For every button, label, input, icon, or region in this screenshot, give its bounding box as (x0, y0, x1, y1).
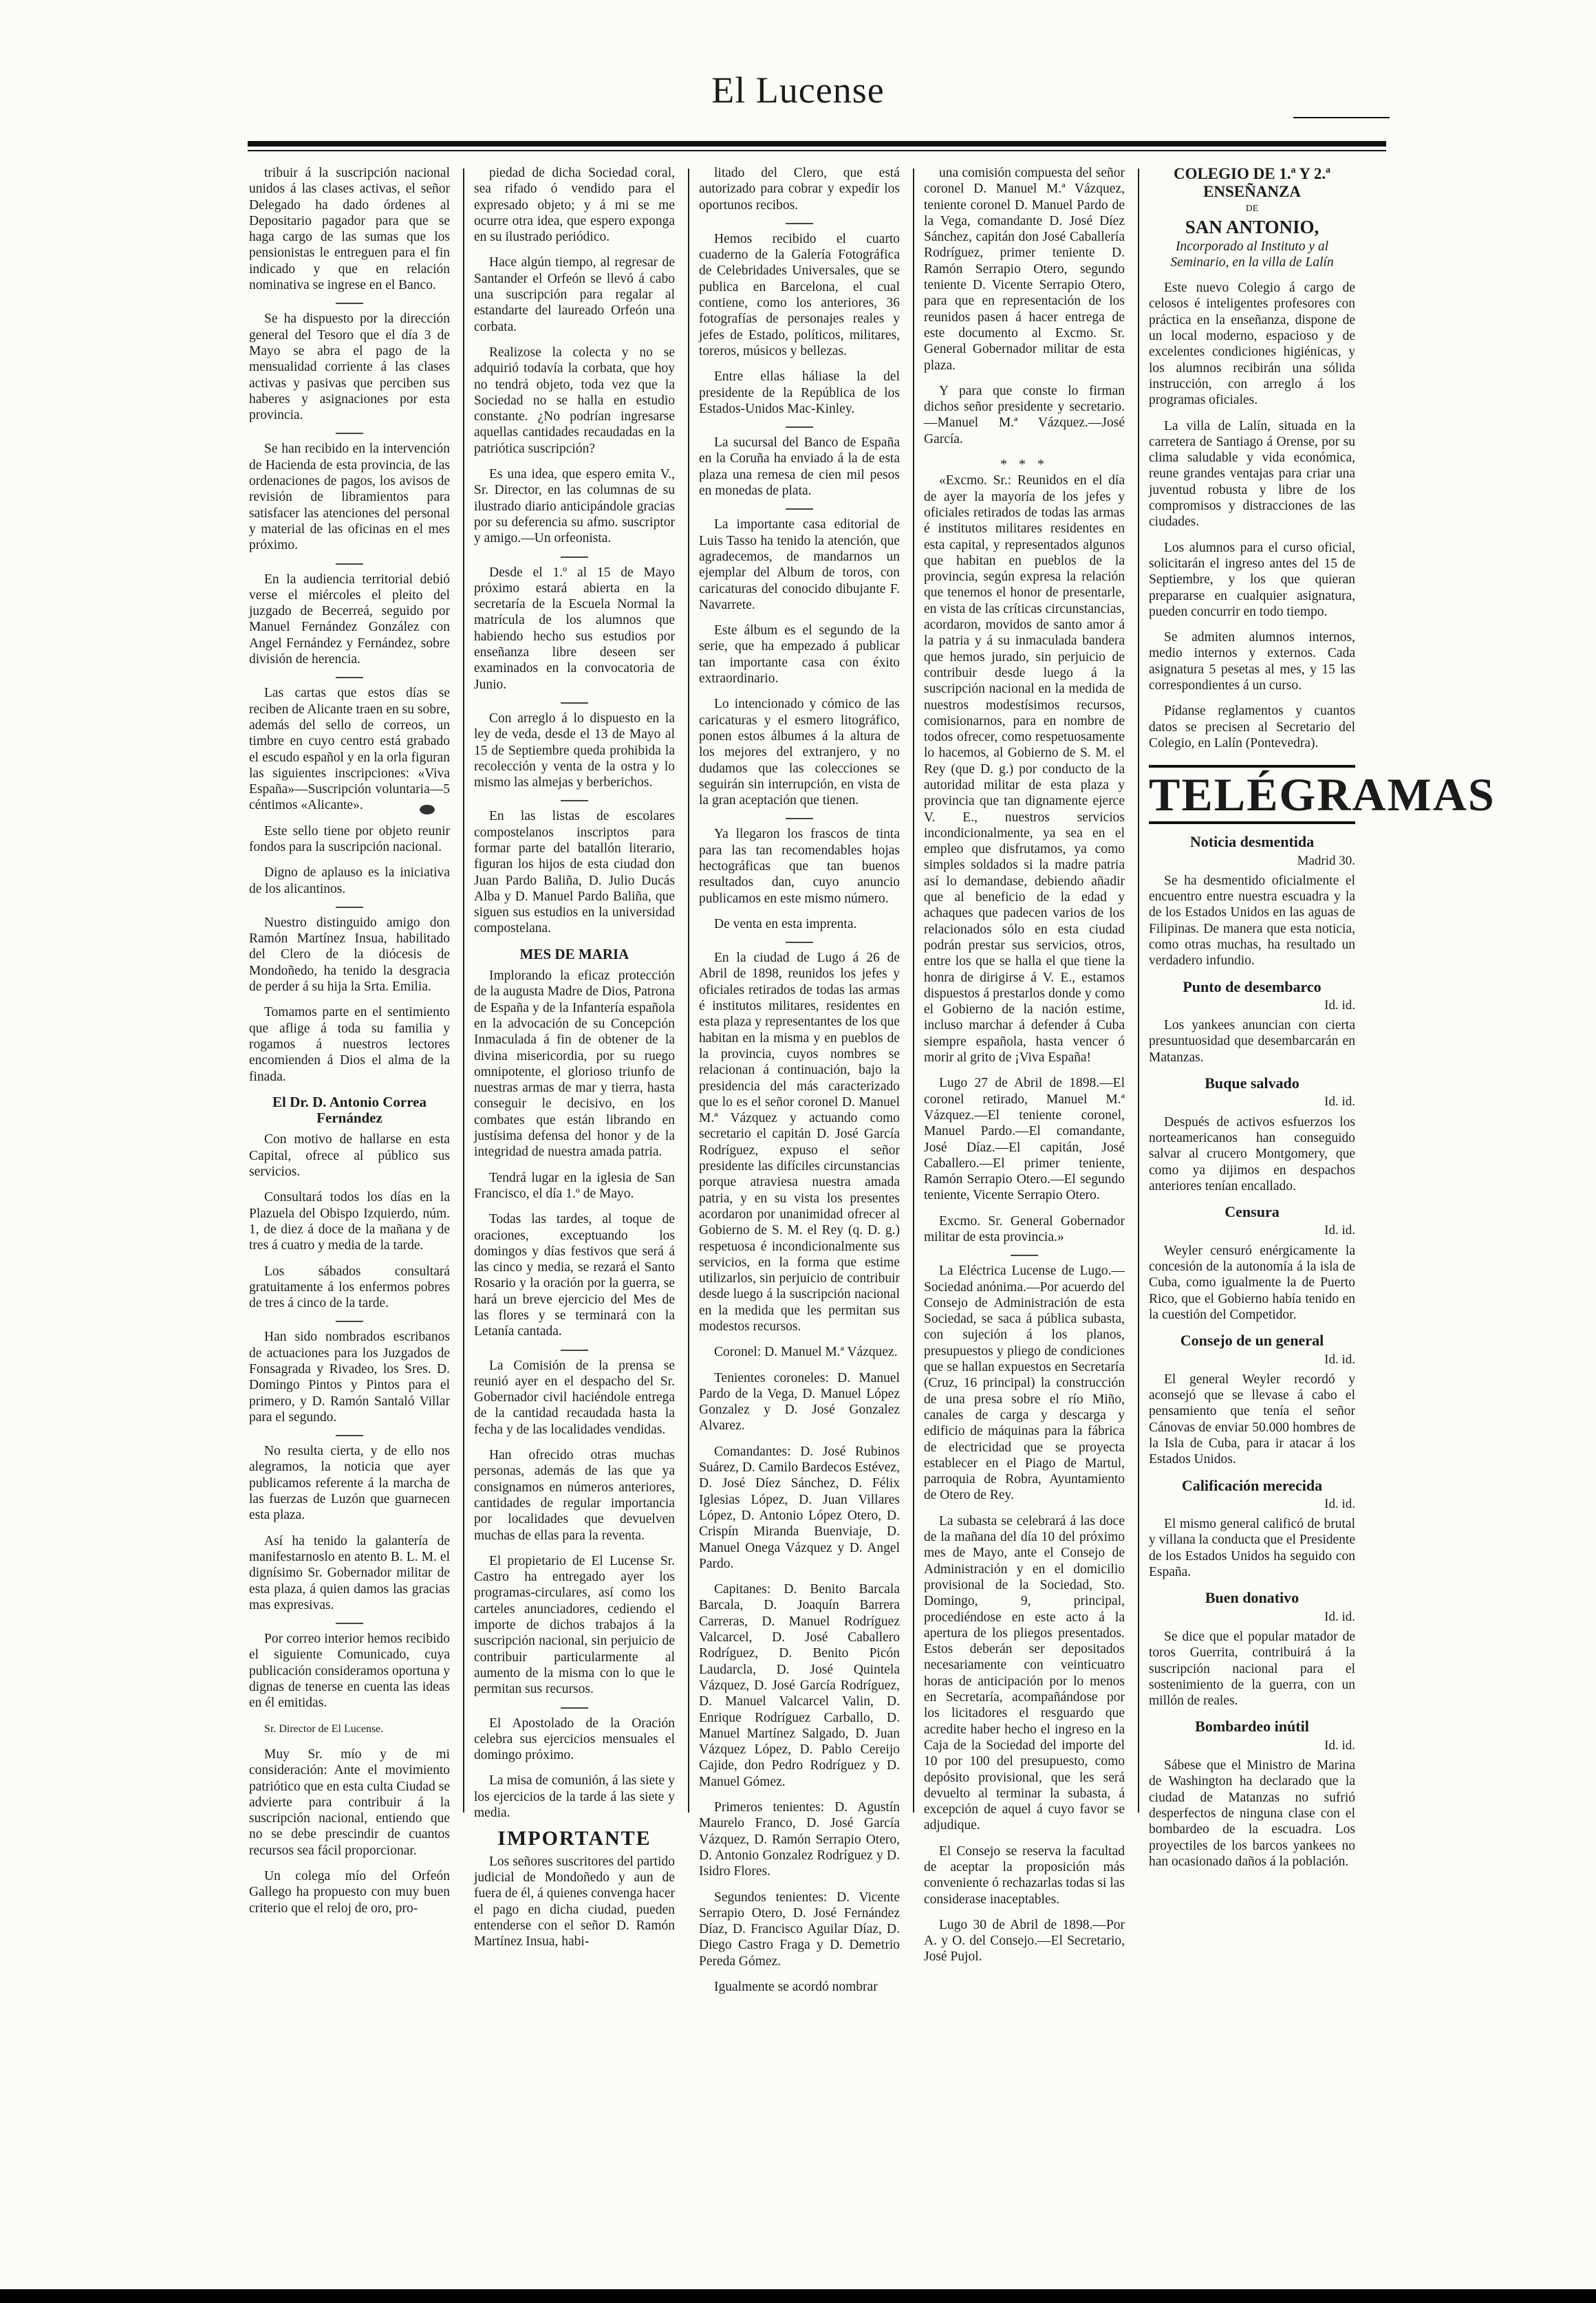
telegram-dateline: Id. id. (1324, 1352, 1355, 1367)
article-paragraph: Han ofrecido otras muchas personas, además de las que ya consignamos en números anteriores, cantidades de regular importancia por localidades que devuelven muchas de ellas para la reventa. (474, 1448, 675, 1543)
telegram-text: Los yankees anuncian con cierta presuntuosidad que desembarcarán en Matanzas. (1149, 1018, 1355, 1065)
separator (786, 942, 813, 943)
separator (786, 508, 813, 510)
telegram-title: Noticia desmentida (1189, 833, 1315, 851)
article-paragraph: Entre ellas háliase la del presidente de la República de los Estados-Unidos Mac-Kinley. (699, 369, 900, 416)
article-paragraph: Los sábados consultará gratuitamente á los enfermos pobres de tres á cinco de la tarde. (249, 1264, 450, 1311)
school-name: SAN ANTONIO, (1185, 217, 1319, 238)
separator (786, 818, 813, 819)
article-paragraph: No resulta cierta, y de ello nos alegramos, la noticia que ayer publicamos referente á la marcha de las fuerzas de Luzón que guarnecen esta plaza. (249, 1444, 450, 1523)
telegram-text: El general Weyler recordó y aconsejó que se llevase á cabo el pensamiento que tenía el señor Cánovas de enviar 50.000 hombres de la Isla de Cuba, para ir atacar á los Estados Unidos. (1149, 1372, 1355, 1467)
article-paragraph: La importante casa editorial de Luis Tasso ha tenido la atención, que agradecemos, de mandarnos un ejemplar del Album de toros, con caricaturas del conocido dibujante F. Navarrete. (699, 517, 900, 612)
masthead: El Lucense (711, 69, 885, 111)
separator (336, 1321, 363, 1322)
school-paragraph: Pídanse reglamentos y cuantos datos se precisen al Secretario del Colegio, en Lalín (Pontevedra). (1149, 704, 1355, 750)
article-paragraph: Capitanes: D. Benito Barcala Barcala, D. Joaquín Barrera Carreras, D. Manuel Rodríguez Valcarcel, D. José Caballero Rodríguez, D. Benito Picón Laudarcla, D. José Quintela Vázquez, D. José García Rodríguez, D. Manuel Valcarcel Valin, D. Enrique Rodríguez Carballo, D. Manuel Martínez Salgado, D. Juan Vázquez López, D. Pablo Cereijo Cajide, don Pedro Rodríguez y D. Manuel Gómez. (699, 1582, 900, 1789)
article-paragraph: La subasta se celebrará á las doce de la mañana del día 10 del próximo mes de Mayo, ante el Consejo de Administración y en el domicilio provisional de la Sociedad, Sto. Domingo, 9, principal, procediéndose en este acto á la apertura de los pliegos presentados. Estos deberán ser depositados necesariamente con veinticuatro horas de anticipación por lo menos en Secretaría, acompañándose por los licitadores el resguardo que acredite haber hecho el ingreso en la Caja de la Sociedad del importe del 10 por 100 del presupuesto, como depósito provisional, que les será devuelto al terminar la subasta, á excepción de aquel á cuyo favor se adjudique. (924, 1513, 1125, 1833)
telegram-dateline: Id. id. (1324, 1496, 1355, 1511)
telegram-title: Censura (1225, 1203, 1280, 1221)
column-3 (699, 165, 900, 1994)
column-divider (463, 169, 464, 1813)
telegram-dateline: Id. id. (1324, 1223, 1355, 1238)
telegram-text: Weyler censuró enérgicamente la concesión de la autonomía á la isla de Cuba, como igualmente la de Puerto Rico, que el Gobierno había tenido en la cuestión del Competidor. (1149, 1243, 1355, 1322)
article-paragraph: En la ciudad de Lugo á 26 de Abril de 1898, reunidos los jefes y oficiales retirados de todas las armas é institutos militares, residentes en esta plaza y representantes de los que habitan en la misma y en pueblos de la provincia, cuyos nombres se relacionan á continuación, bajo la presidencia del más caracterizado que lo es el señor coronel D. Manuel M.ª Vázquez y actuando como secretario el capitán D. José García Rodríguez, expuso el señor presidente las difíciles circunstancias porque atraviesa nuestra amada patria, y en su vista los presentes acordaron por unanimidad ofrecer al Gobierno de S. M. el Rey (q. D. g.) respetuosa é incondicionalmente sus servicios, en la forma que estime utilizarlos, sin perjuicio de contribuir desde luego á la suscripción nacional en la medida que les permitan sus modestos recursos. (699, 951, 900, 1334)
separator (561, 1707, 588, 1709)
article-paragraph: Con arreglo á lo dispuesto en la ley de veda, desde el 13 de Mayo al 15 de Septiembre queda prohibida la recolección y venta de la ostra y lo mismo las almejas y berberichos. (474, 711, 675, 790)
separator (561, 1350, 588, 1351)
telegram-text: Después de activos esfuerzos los norteamericanos han conseguido salvar al crucero Montgomery, que como ya dijimos en despachos anteriores tenían encallado. (1149, 1114, 1355, 1193)
article-paragraph: Tomamos parte en el sentimiento que aflige á toda su familia y rogamos á nuestros lectores encomienden á Dios el alma de la finada. (249, 1005, 450, 1084)
telegram-dateline: Id. id. (1324, 1094, 1355, 1110)
article-paragraph: Todas las tardes, al toque de oraciones, exceptuando los domingos y días festivos que será á las cinco y media, se rezará el Santo Rosario y la oración por la guerra, se hará un breve ejercicio del Mes de las flores y se terminará con la Letanía cantada. (474, 1212, 675, 1339)
article-paragraph: Con motivo de hallarse en esta Capital, ofrece al público sus servicios. (249, 1132, 450, 1180)
telegram-list (1149, 834, 1355, 1870)
telegram-dateline: Id. id. (1324, 1609, 1355, 1624)
ink-spot (420, 805, 435, 814)
article-paragraph: Comandantes: D. José Rubinos Suárez, D. Camilo Bardecos Estévez, D. José Díez Sánchez, D. Félix Iglesias López, D. Juan Villares López, D. Antonio López Otero, D. Crispín Miranda Buenviaje, D. Manuel Onega Vázquez y D. Angel Pardo. (699, 1444, 900, 1571)
telegram-text: Sábese que el Ministro de Marina de Washington ha declarado que la ciudad de Matanzas no sufrió desperfectos de ninguna clase con el bombardeo de la escuadra. Los proyectiles de los barcos yankees no han ocasionado daños á la población. (1149, 1758, 1355, 1869)
article-paragraph: Y para que conste lo firman dichos señor presidente y secretario.—Manuel M.ª Vázquez.—José García. (924, 383, 1125, 446)
article-paragraph: Implorando la eficaz protección de la augusta Madre de Dios, Patrona de España y de la Infantería española en la advocación de su Concepción Inmaculada á fin de obtener de la divina misericordia, por su ruego omnipotente, el glorioso triunfo de nuestras armas de mar y tierra, hasta conseguir le decisivo, en los combates que están librando en justísima defensa del honor y de la integridad de nuestra amada patria. (474, 969, 675, 1160)
column-divider (1138, 169, 1139, 1813)
telegram-title: Calificación merecida (1181, 1476, 1323, 1494)
column-divider (688, 169, 689, 1813)
article-paragraph: El propietario de El Lucense Sr. Castro ha entregado ayer los programas-circulares, así como los carteles anunciadores, cediendo el importe de dichos trabajos á la suscripción nacional, sin perjuicio de contribuir particularmente al aumento de la misma con lo que le permitan sus recursos. (474, 1553, 675, 1697)
article-paragraph: Segundos tenientes: D. Vicente Serrapio Otero, D. José Fernández Díaz, D. Francisco Aguilar Díaz, D. Diego Castro Fraga y D. Demetrio Pereda Gómez. (699, 1890, 900, 1969)
telegram-dateline: Id. id. (1324, 997, 1355, 1013)
article-paragraph: Un colega mío del Orfeón Gallego ha propuesto con muy buen criterio que el reloj de oro, pro- (249, 1869, 450, 1916)
section-heading: El Dr. D. Antonio Correa Fernández (272, 1093, 427, 1127)
section-heading: IMPORTANTE (497, 1827, 651, 1850)
article-paragraph: Lugo 27 de Abril de 1898.—El coronel retirado, Manuel M.ª Vázquez.—El teniente coronel, Manuel Pardo.—El comandante, José Díaz.—El capitán, José Caballero.—El primer teniente, Ramón Serrapio Otero.—El segundo teniente, Vicente Serrapio Otero. (924, 1076, 1125, 1203)
article-paragraph: Nuestro distinguido amigo don Ramón Martínez Insua, habilitado del Clero de la diócesis de Mondoñedo, ha tenido la desgracia de perder á su hija la Srta. Emilia. (249, 915, 450, 995)
telegram-text: Se ha desmentido oficialmente el encuentro entre nuestra escuadra y la de los Estados Unidos en las aguas de Filipinas. De manera que esta noticia, como otras muchas, ha resultado un verdadero infundio. (1149, 873, 1355, 969)
school-incorporated: Incorporado al Instituto y al Seminario, en la villa de Lalín (1170, 239, 1334, 270)
separator (561, 702, 588, 704)
column-4 (924, 165, 1125, 1965)
separator (336, 1435, 363, 1436)
separator (786, 426, 813, 428)
article-paragraph: En la audiencia territorial debió verse el miércoles el pleito del juzgado de Becerreá, seguido por Manuel Fernández González con Angel Fernández y Fernández, sobre división de herencia. (249, 572, 450, 667)
stars-separator: * * * (1000, 457, 1048, 473)
article-paragraph: Tenientes coroneles: D. Manuel Pardo de la Vega, D. Manuel López Gonzalez y D. José Gonzalez Alvarez. (699, 1370, 900, 1434)
school-paragraph: La villa de Lalín, situada en la carretera de Santiago á Orense, por su clima saludable y vida económica, reune grandes ventajas para criar una juventud robusta y libre de los compromisos y distracciones de las ciudades. (1149, 418, 1355, 530)
column-1 (249, 165, 450, 1916)
article-paragraph: Lo intencionado y cómico de las caricaturas y el esmero litográfico, ponen estos álbumes á la altura de los mejores del extranjero, y no dudamos que las colecciones se seguirán sin interrupción, en vista de la gran aceptación que tienen. (699, 697, 900, 808)
article-paragraph: La sucursal del Banco de España en la Coruña ha enviado á la de esta plaza una remesa de cien mil pesos en monedas de plata. (699, 435, 900, 499)
article-paragraph: Es una idea, que espero emita V., Sr. Director, en las columnas de su ilustrado diario anticipándole gracias por su deferencia su afmo. suscriptor y amigo.—Un orfeonista. (474, 467, 675, 546)
separator (336, 563, 363, 565)
separator (336, 303, 363, 304)
telegramas-heading: TELÉGRAMAS (1149, 765, 1355, 824)
article-paragraph: Se han recibido en la intervención de Hacienda de esta provincia, de las ordenaciones de pagos, los avisos de revisión de libramientos para satisfacer las atenciones del personal y material de las oficinas en el mes próximo. (249, 442, 450, 553)
article-paragraph: El Consejo se reserva la facultad de aceptar la proposición más conveniente ó rechazarlas todas si las considerase inaceptables. (924, 1844, 1125, 1907)
article-paragraph: Desde el 1.º al 15 de Mayo próximo estará abierta en la secretaría de la Escuela Normal la matrícula de los alumnos que habiendo hecho sus estudios por enseñanza libre deseen ser examinados en la convocatoria de Junio. (474, 565, 675, 692)
article-paragraph: Este álbum es el segundo de la serie, que ha empezado á publicar tan importante casa con éxito extraordinario. (699, 623, 900, 686)
article-paragraph: Primeros tenientes: D. Agustín Maurelo Franco, D. José García Vázquez, D. Ramón Serrapio Otero, D. Antonio Gonzalez Rodríguez y D. Isidro Flores. (699, 1800, 900, 1879)
telegram-text: Se dice que el popular matador de toros Guerrita, contribuirá á la suscripción nacional para el sostenimiento de la guerra, con un millón de reales. (1149, 1629, 1355, 1709)
telegram-title: Bombardeo inútil (1195, 1718, 1309, 1736)
separator (336, 677, 363, 678)
section-heading: MES DE MARIA (519, 945, 629, 962)
article-paragraph: Digno de aplauso es la iniciativa de los alicantinos. (249, 865, 450, 896)
column-divider (913, 169, 914, 1813)
article-paragraph: Realizose la colecta y no se adquirió todavía la corbata, que hoy no tendrá objeto, toda vez que la Sociedad no se halla en estudio constante. ¿No podrían ingresarse aquellas cantidades recaudadas en la patriótica suscripción? (474, 345, 675, 456)
article-paragraph: litado del Clero, que está autorizado para cobrar y expedir los oportunos recibos. (699, 166, 900, 213)
article-paragraph: «Excmo. Sr.: Reunidos en el día de ayer la mayoría de los jefes y oficiales retirados de todas las armas é institutos militares residentes en esta capital, y representados algunos que habitan en pueblos de la provincia, según expresa la relación que tenemos el honor de presentarle, en vista de las críticas circunstancias, acordaron, movidos de santo amor á la patria y á su inmaculada bandera que hemos jurado, sin perjuicio de contribuir desde luego á la suscripción nacional en la medida de nuestros modestísimos recursos, comisionarnos, para en nombre de todos ofrecer, como respetuosamente lo hacemos, al Gobierno de S. M. el Rey (que D. g.) por conducto de la autoridad militar de esta plaza y provincia que tan dignamente ejerce V. E., nuestros servicios incondicionalmente, ya sea en el empleo que disfrutamos, ya como simples soldados si la madre patria así lo demandase, debiendo añadir que al beneficio de la edad y achaques que padecen varios de los relacionados sólo en esta ciudad podrán prestar sus servicios, otros, entre los que se halla el que tiene la honra de dirigirse á V. E., estamos dispuestos á prestarlos donde y como el Gobierno de la nación estime, incluso marchar á defender á Cuba siempre española, hasta vencer ó morir al grito de ¡Viva España! (924, 473, 1125, 1066)
article-paragraph: Igualmente se acordó nombrar (714, 1979, 878, 1994)
article-paragraph: una comisión compuesta del señor coronel D. Manuel M.ª Vázquez, teniente coronel D. Manuel Pardo de la Vega, comandante D. José Díez Sánchez, capitán don José Caballería Rodríguez, primer teniente D. Ramón Serrapio Otero, segundo teniente D. Vicente Serrapio Otero, para que en representación de los reunidos pasen á hacer entrega de este documento al Excmo. Sr. General Gobernador militar de esta plaza. (924, 166, 1125, 373)
school-paragraph: Se admiten alumnos internos, medio internos y externos. Cada asignatura 5 pesetas al mes, y 15 las correspondientes á un curso. (1149, 630, 1355, 693)
article-paragraph: Los señores suscritores del partido judicial de Mondoñedo y aun de fuera de él, á quienes convenga hacer el pago en dicha ciudad, pueden entenderse con el señor D. Ramón Martínez Insua, habi- (474, 1854, 675, 1949)
telegram-title: Consejo de un general (1180, 1332, 1324, 1350)
header-rule-thick (248, 141, 1386, 147)
article-paragraph: Hace algún tiempo, al regresar de Santander el Orfeón se llevó á cabo una suscripción para regalar al estandarte del laureado Orfeón una corbata. (474, 255, 675, 334)
column-5 (1149, 165, 1496, 1869)
separator (561, 800, 588, 801)
header-rule-thin (248, 150, 1386, 151)
school-paragraph: Los alumnos para el curso oficial, solicitarán el ingreso antes del 15 de Septiembre, y los que quieran prepararse en cualquier asignatura, pueden concurrir en todo tiempo. (1149, 540, 1355, 619)
article-paragraph: La Eléctrica Lucense de Lugo.—Sociedad anónima.—Por acuerdo del Consejo de Administración de esta Sociedad, se saca á pública subasta, con sujeción á los planos, presupuestos y pliego de condiciones que se hallan expuestos en Secretaría (Cruz, 16 principal) la construcción de una presa sobre el río Miño, canales de carga y descarga y edificio de máquinas para la fábrica de electricidad que se proyecta establecer en el Piago de Martul, parroquia de Robra, Ayuntamiento de Otero de Rey. (924, 1264, 1125, 1503)
article-paragraph: tribuir á la suscripción nacional unidos á las clases activas, el señor Delegado ha dado órdenes al Depositario pagador para que se haga cargo de las sumas que los pensionistas le entreguen para el fin indicado y que en relación nominativa se ingrese en el Banco. (249, 166, 450, 293)
school-paragraph: Este nuevo Colegio á cargo de celosos é inteligentes profesores con práctica en la enseñanza, dispone de un local moderno, espacioso y de excelentes condiciones higiénicas, y los alumnos recibirán una sólida instrucción, con arreglo á los programas oficiales. (1149, 281, 1355, 408)
article-paragraph: Excmo. Sr. General Gobernador militar de esta provincia.» (924, 1213, 1125, 1244)
article-paragraph: Hemos recibido el cuarto cuaderno de la Galería Fotográfica de Celebridades Universales, que se publica en Barcelona, el cual contiene, como los anteriores, 36 fotografías de personajes reales y jefes de Estado, políticos, militares, toreros, músicos y bellezas. (699, 231, 900, 358)
telegram-text: El mismo general calificó de brutal y villana la conducta que el Presidente de los Estados Unidos ha seguido con España. (1149, 1517, 1355, 1580)
article-paragraph: De venta en esta imprenta. (714, 916, 857, 931)
school-title: COLEGIO DE 1.ª Y 2.ª ENSEÑANZA (1173, 165, 1331, 200)
top-rule-right (1293, 117, 1390, 118)
article-paragraph: Tendrá lugar en la iglesia de San Francisco, el día 1.º de Mayo. (474, 1170, 675, 1201)
article-paragraph: En las listas de escolares compostelanos inscriptos para formar parte del batallón literario, figuran los hijos de esta ciudad don Juan Pardo Baliña, D. Julio Ducás Alba y D. Manuel Pardo Baliña, que siguen sus estudios en la universidad compostelana. (474, 809, 675, 936)
article-paragraph: Ya llegaron los frascos de tinta para las tan recomendables hojas hectográficas que tan buenos resultados dan, cuyo anuncio publicamos en este mismo número. (699, 827, 900, 906)
column-2 (474, 165, 675, 1949)
article-paragraph: piedad de dicha Sociedad coral, sea rifado ó vendido para el expresado objeto; y á mi se me ocurre otra idea, que espero exponga en su ilustrado periódico. (474, 166, 675, 245)
article-paragraph: El Apostolado de la Oración celebra sus ejercicios mensuales el domingo próximo. (474, 1716, 675, 1763)
article-paragraph: Coronel: D. Manuel M.ª Vázquez. (714, 1345, 898, 1360)
letter-salutation: Sr. Director de El Lucense. (264, 1722, 384, 1735)
article-paragraph: La misa de comunión, á las siete y los ejercicios de la tarde á las siete y media. (474, 1773, 675, 1821)
telegram-title: Buen donativo (1205, 1589, 1300, 1607)
telegram-title: Punto de desembarco (1183, 977, 1322, 995)
article-paragraph: Han sido nombrados escribanos de actuaciones para los Juzgados de Fonsagrada y Rivadeo, los Sres. D. Domingo Pintos y Pintos para el primero, y D. Ramón Santaló Villar para el segundo. (249, 1330, 450, 1425)
separator (1011, 1255, 1038, 1256)
separator (336, 907, 363, 908)
article-paragraph: Muy Sr. mío y de mi consideración: Ante el movimiento patriótico que en esta culta Ciudad se advierte para contribuir á la suscripción nacional, entiendo que no se debe prescindir de cuantos recursos sea fácil proporcionar. (249, 1747, 450, 1858)
telegram-title: Buque salvado (1205, 1074, 1300, 1092)
article-paragraph: Lugo 30 de Abril de 1898.—Por A. y O. del Consejo.—El Secretario, José Pujol. (924, 1917, 1125, 1965)
article-paragraph: Consultará todos los días en la Plazuela del Obispo Izquierdo, núm. 1, de diez á doce de la mañana y de tres á cuatro y media de la tarde. (249, 1190, 450, 1253)
school-de: DE (1245, 204, 1259, 214)
article-paragraph: Las cartas que estos días se reciben de Alicante traen en su sobre, además del sello de correos, un timbre en cuyo centro está grabado el escudo español y en la orla figuran las siguientes inscripciones: «Viva España»—Suscripción voluntaria—5 céntimos «Alicante». (249, 686, 450, 813)
page-bottom-edge (0, 2289, 1596, 2303)
telegram-dateline: Id. id. (1324, 1738, 1355, 1753)
article-paragraph: Se ha dispuesto por la dirección general del Tesoro que el día 3 de Mayo se abra el pago de la mensualidad corriente á las clases activas y pasivas que perciben sus haberes y asignaciones por esta provincia. (249, 312, 450, 423)
article-paragraph: Este sello tiene por objeto reunir fondos para la suscripción nacional. (249, 823, 450, 854)
separator (786, 223, 813, 224)
separator (336, 1623, 363, 1624)
separator (561, 556, 588, 558)
article-paragraph: Por correo interior hemos recibido el siguiente Comunicado, cuya publicación consideramos oportuna y dignas de tenerse en cuenta las ideas en él emitidas. (249, 1632, 450, 1711)
separator (336, 433, 363, 434)
telegram-dateline: Madrid 30. (1297, 853, 1355, 868)
article-paragraph: Así ha tenido la galantería de manifestarnoslo en atento B. L. M. el dignísimo Sr. Gobernador militar de esta plaza, á quien damos las gracias mas expresivas. (249, 1533, 450, 1612)
article-paragraph: La Comisión de la prensa se reunió ayer en el despacho del Sr. Gobernador civil haciéndole entrega de la cantidad recaudada hasta la fecha y de las localidades vendidas. (474, 1358, 675, 1437)
